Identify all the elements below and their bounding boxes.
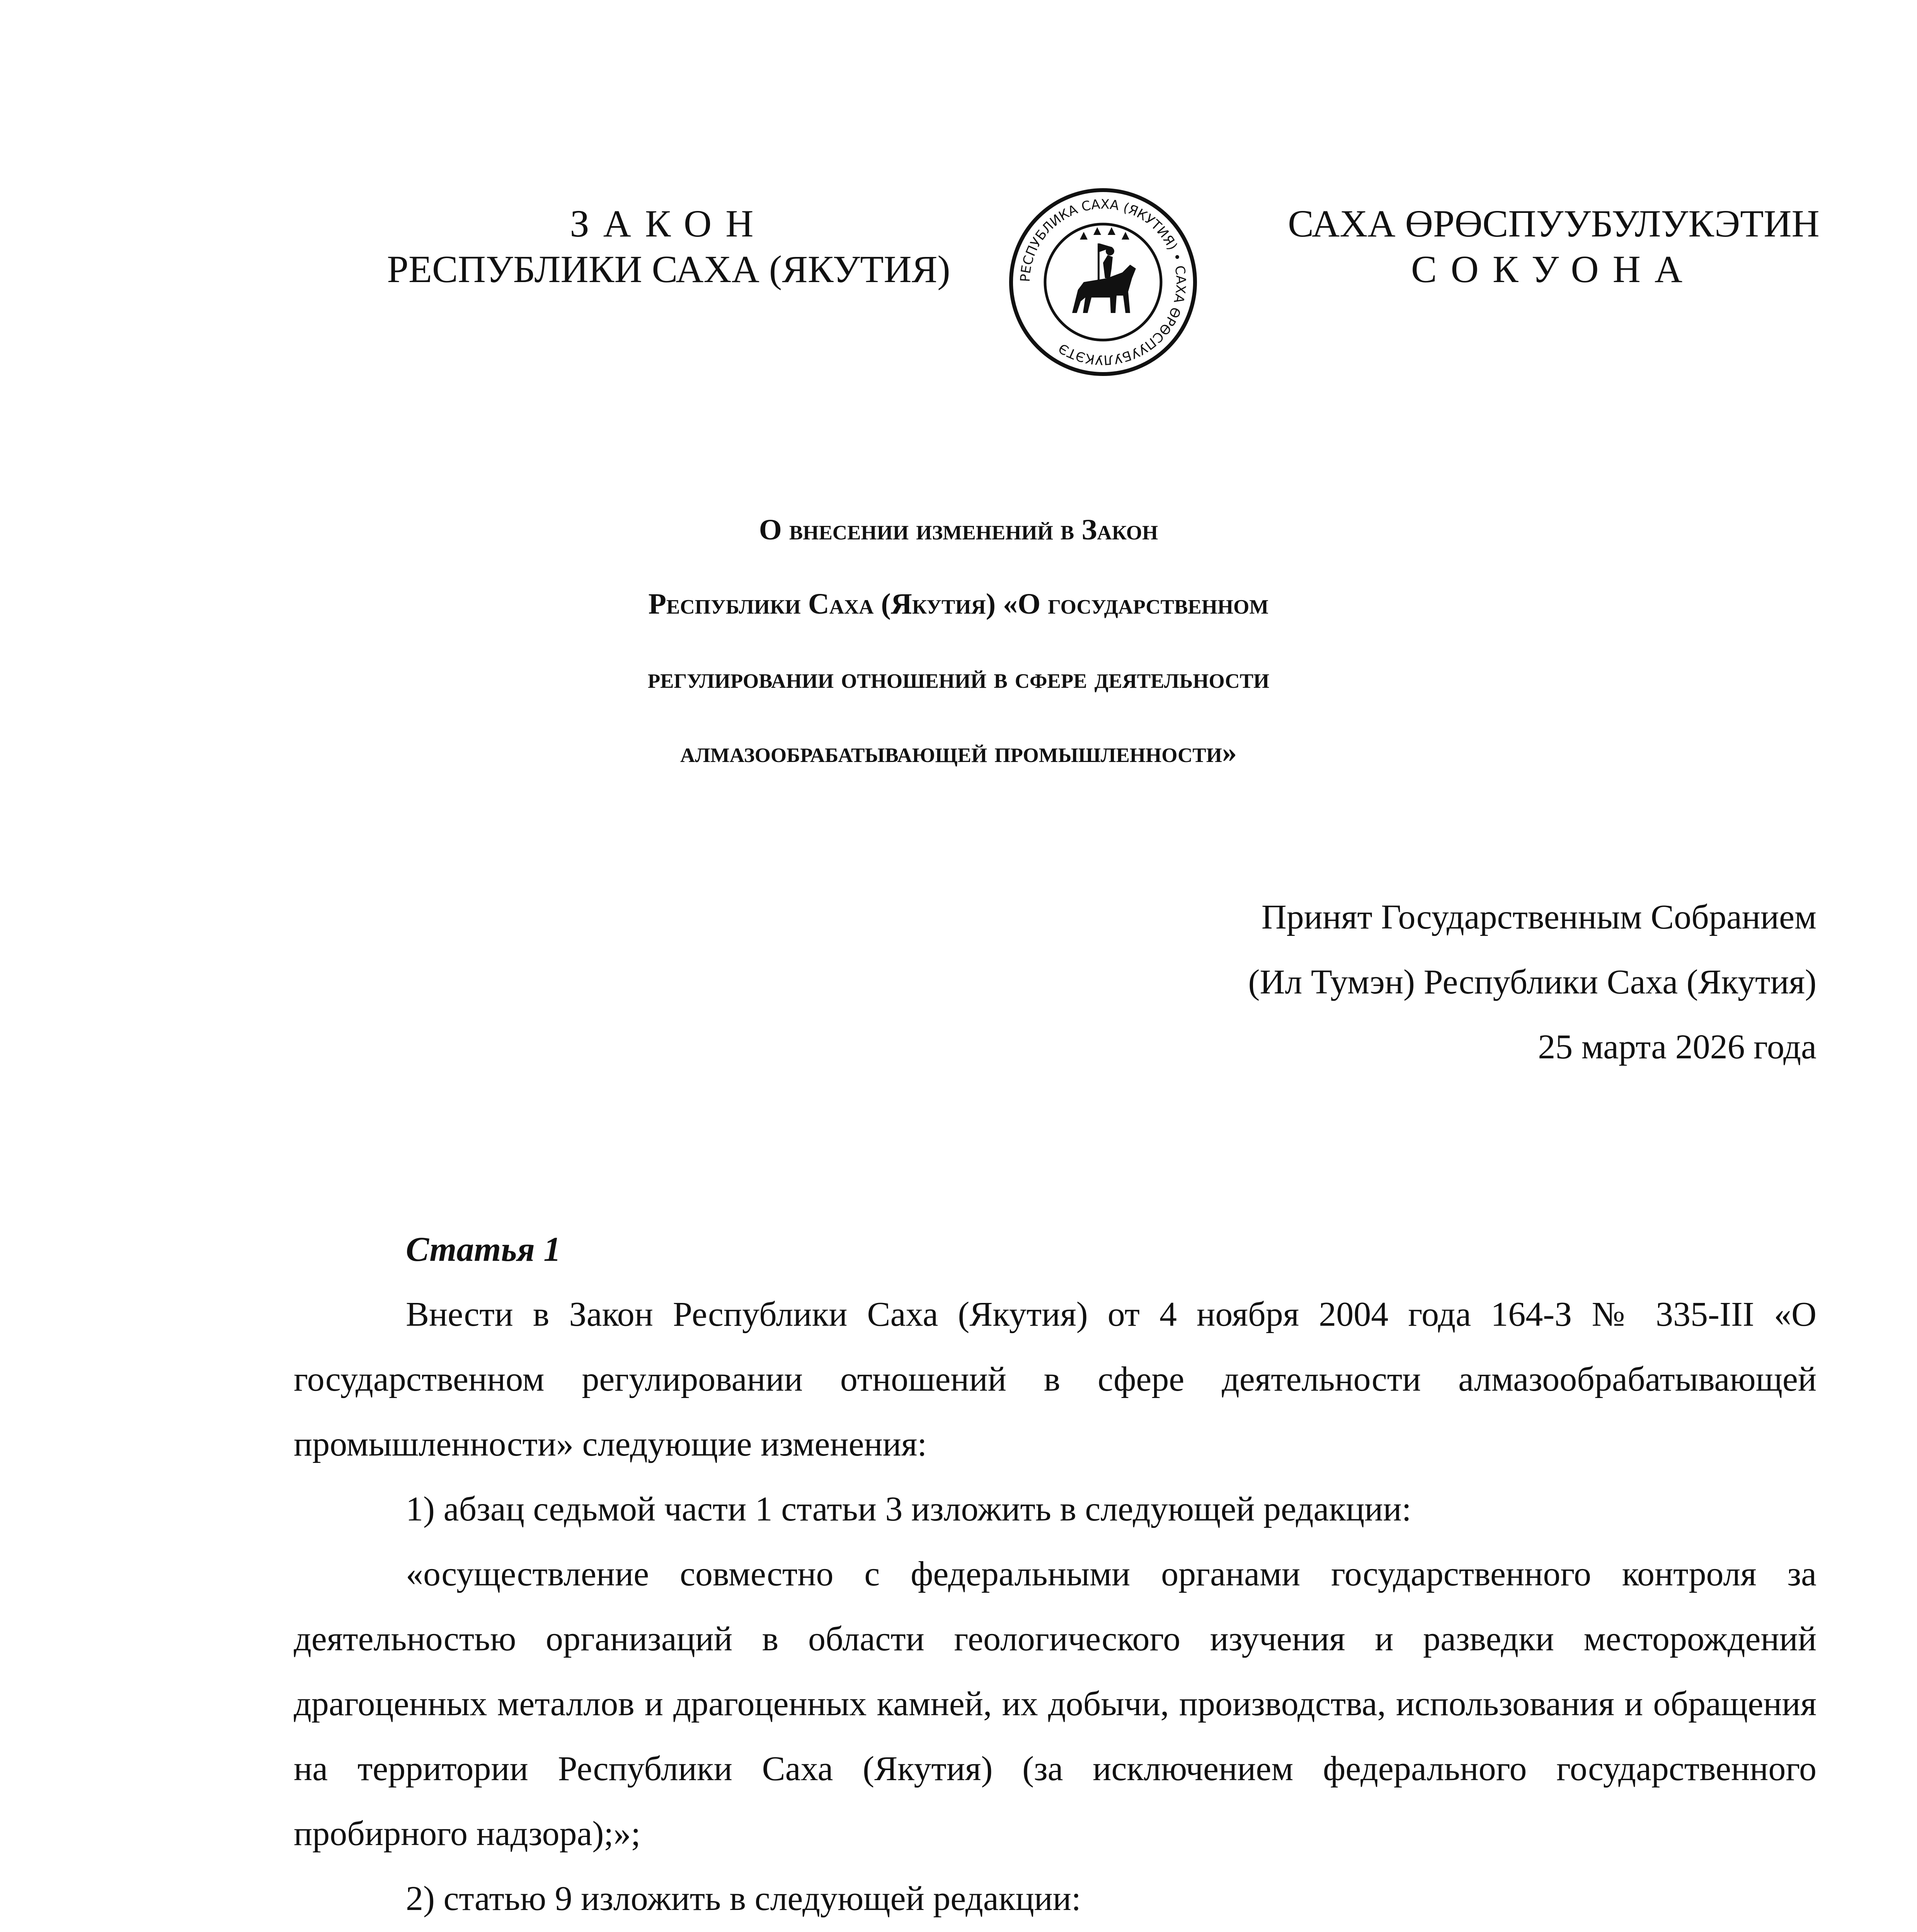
article-intro: Внести в Закон Республики Саха (Якутия) от 4 ноября 2004 года 164-З № 335-III «О государственном регулировании отношений в сфере деятельности алмазообрабатывающей промышленности» следующие изменения: bbox=[294, 1295, 1817, 1463]
amendment-item-2: 2) статью 9 изложить в следующей редакции: bbox=[406, 1879, 1081, 1918]
title-line-3: регулировании отношений в сфере деятельности bbox=[647, 662, 1270, 694]
adoption-block bbox=[966, 885, 1817, 1080]
republic-name-ru: РЕСПУБЛИКИ САХА (ЯКУТИЯ) bbox=[387, 248, 950, 291]
law-label-ru: ЗАКОН bbox=[570, 202, 768, 245]
coat-of-arms-icon bbox=[1006, 185, 1200, 379]
article-heading: Статья 1 bbox=[406, 1230, 561, 1269]
title-line-4: алмазообрабатывающей промышленности» bbox=[680, 736, 1237, 769]
title-line-1: О внесении изменений в Закон bbox=[759, 514, 1158, 546]
republic-name-sakha: САХА ӨРӨСПУУБУЛУКЭТИН bbox=[1288, 202, 1820, 245]
amendment-item-1: 1) абзац седьмой части 1 статьи 3 изложить в следующей редакции: bbox=[406, 1490, 1411, 1528]
horse-rider-icon bbox=[1072, 243, 1136, 313]
title-line-2: Республики Саха (Якутия) «О государственном bbox=[648, 588, 1269, 620]
adoption-date: 25 марта 2026 года bbox=[1538, 1028, 1817, 1066]
law-label-sakha: СОКУОНА bbox=[1411, 248, 1697, 291]
law-title bbox=[502, 493, 1415, 789]
emblem-svg bbox=[1006, 185, 1200, 379]
header-right bbox=[1252, 201, 1855, 292]
adoption-line-1: Принят Государственным Собранием bbox=[1261, 898, 1817, 936]
article-1 bbox=[294, 1217, 1817, 1932]
header-left bbox=[367, 201, 970, 292]
adoption-line-2: (Ил Тумэн) Республики Саха (Якутия) bbox=[1248, 963, 1817, 1001]
amendment-item-1-quote: «осуществление совместно с федеральными органами государственного контроля за деятельностью организаций в области геологического изучения и разведки месторождений драгоценных металлов и драгоценных камней, их добычи, производства, использования и обращения на территории Республики Саха (Якутия) (за исключением федерального государственного пробирного надзора);»; bbox=[294, 1555, 1817, 1853]
ornament-icon bbox=[1080, 227, 1129, 240]
emblem-ring-text: РЕСПУБЛИКА САХА (ЯКУТИЯ) • САХА ӨРӨСПУУБУЛУКЭТЭ bbox=[1017, 196, 1189, 368]
